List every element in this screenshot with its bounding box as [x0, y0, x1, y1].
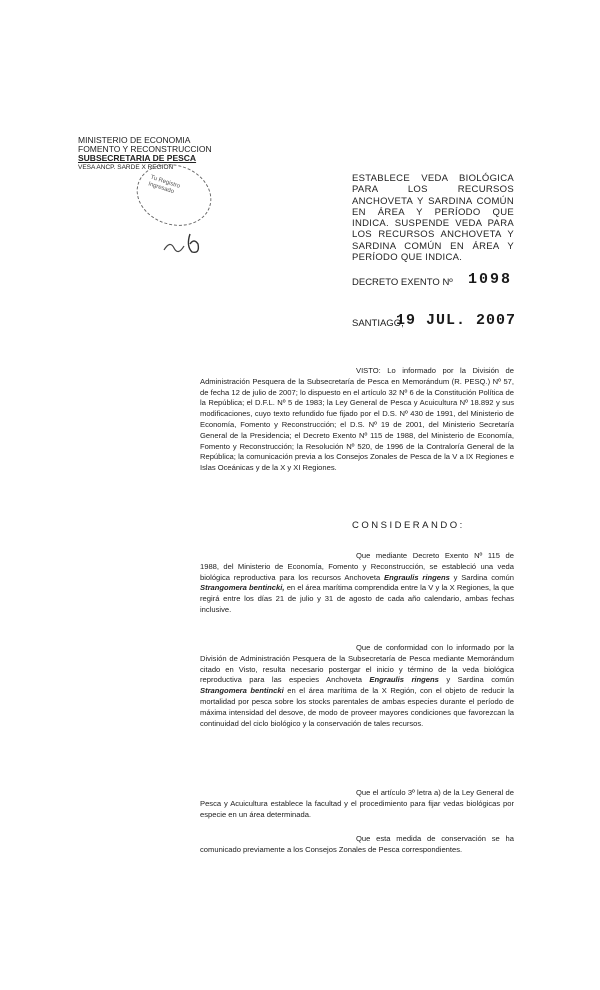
letterhead-subsecretaria: SUBSECRETARIA DE PESCA — [78, 153, 197, 163]
handwritten-mark-icon — [160, 226, 208, 262]
considerando-paragraph-1: Que mediante Decreto Exento Nº 115 de 1988, del Ministerio de Economía, Fomento y Reconstrucción, se estableció una veda biológica reproductiva para los recursos Anchoveta Engraulis ringens y Sardina común Strangomera bentincki, en el área marítima comprendida entre la V y la X Regiones, la que regirá entre los días 21 de julio y 31 de agosto de cada año calendario, ambas fechas inclusive. — [200, 551, 514, 614]
considerando-heading: CONSIDERANDO: — [352, 520, 465, 531]
considerando-paragraph-4: Que esta medida de conservación se ha comunicado previamente a los Consejos Zonales de Pesca correspondientes. — [200, 834, 514, 854]
decree-title: ESTABLECE VEDA BIOLÓGICA PARA LOS RECURSOS ANCHOVETA Y SARDINA COMÚN EN ÁREA Y PERÍODO QUE INDICA. SUSPENDE VEDA PARA LOS RECURSOS ANCHOVETA Y SARDINA COMÚN EN ÁREA Y PERÍODO QUE INDICA. — [352, 173, 514, 264]
decree-number-line — [352, 271, 552, 288]
decree-number: 1098 — [468, 271, 513, 288]
letterhead-unit: VESA ANCP. SARDE X REGION — [78, 164, 174, 171]
considerando-paragraph-2: Que de conformidad con lo informado por la División de Administración Pesquera de la Subsecretaría de Pesca mediante Memorándum citado en Visto, resulta necesario postergar el inicio y término de la veda biológica reproductiva para las especies Anchoveta Engraulis ringens y Sardina común Strangomera bentincki en el área marítima de la X Región, con el objeto de reducir la mortalidad por pesca sobre los stocks parentales de ambas especies durante el período de máxima intensidad del desove, de modo de proveer mayores condiciones que favorezcan la continuidad del ciclo biológico y la conservación de tales recursos. — [200, 643, 514, 728]
city: SANTIAGO, — [352, 318, 404, 329]
decree-label: DECRETO EXENTO Nº — [352, 277, 453, 288]
decree-date: 19 JUL. 2007 — [396, 312, 517, 329]
letterhead-ministry-sub: FOMENTO Y RECONSTRUCCION — [78, 144, 212, 154]
letterhead-ministry: MINISTERIO DE ECONOMIA — [78, 135, 191, 145]
considerando-paragraph-3: Que el artículo 3º letra a) de la Ley General de Pesca y Acuicultura establece la facultad y el procedimiento para fijar vedas biológicas por especie en un área determinada. — [200, 788, 514, 819]
visto-paragraph: VISTO: Lo informado por la División de Administración Pesquera de la Subsecretaría de Pesca en Memorándum (R. PESQ.) Nº 57, de fecha 12 de julio de 2007; lo dispuesto en el artículo 32 Nº 6 de la Constitución Política de la República; el D.F.L. Nº 5 de 1983; la Ley General de Pesca y Acuicultura Nº 18.892 y sus modificaciones, cuyo texto refundido fue fijado por el D.S. Nº 430 de 1991, del Ministerio de Economía, Fomento y Reconstrucción; el D.S. Nº 19 de 2001, del Ministerio Secretaría General de la Presidencia; el Decreto Exento Nº 115 de 1988, del Ministerio de Economía, Fomento y Reconstrucción; la Resolución Nº 520, de 1996 de la Contraloría General de la República; la comunicación previa a los Consejos Zonales de Pesca de la V a IX Regiones e Islas Oceánicas y de la X y XI Regiones. — [200, 366, 514, 473]
place-date-line — [352, 312, 552, 329]
registry-stamp-text: Tu Registro Ingresado — [147, 174, 181, 196]
